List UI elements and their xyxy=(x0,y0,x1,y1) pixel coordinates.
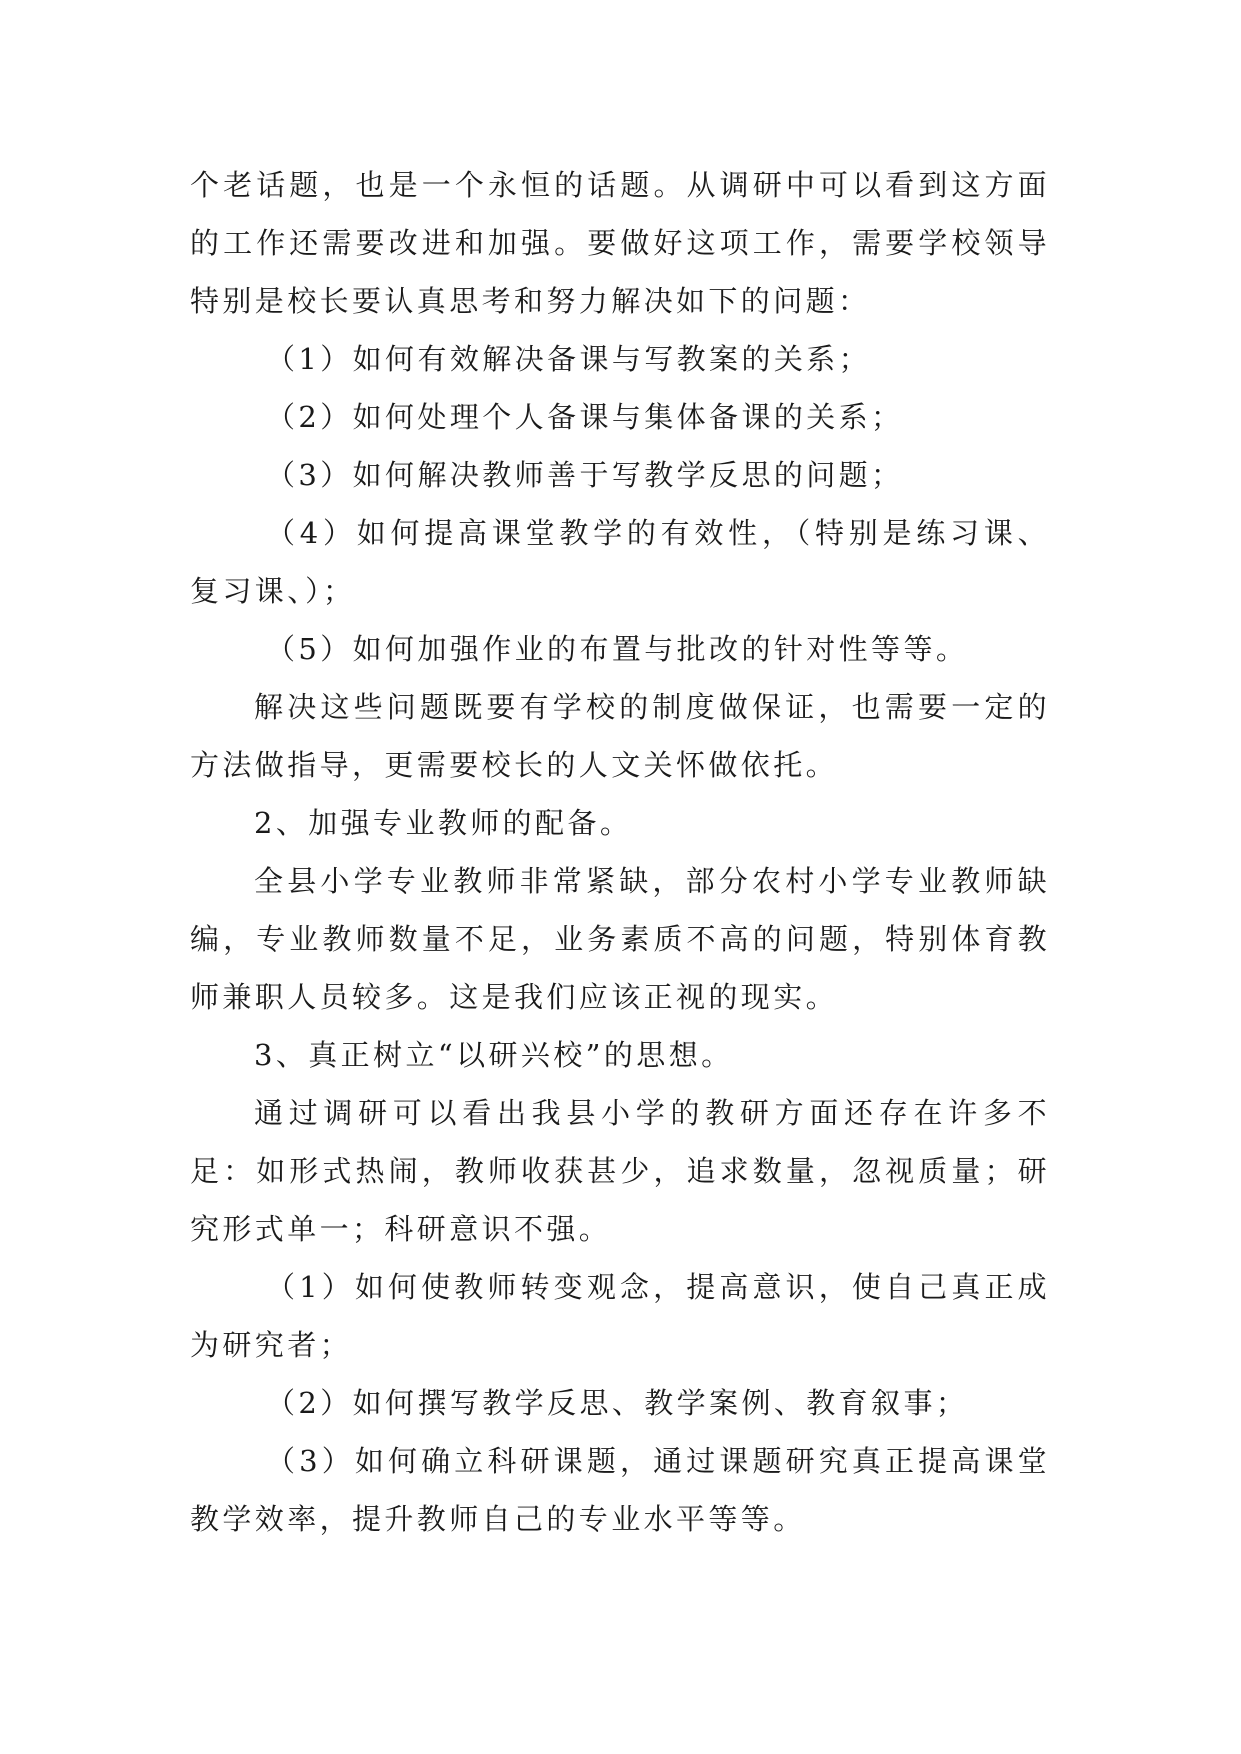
paragraph-teachers: 全县小学专业教师非常紧缺，部分农村小学专业教师缺编，专业教师数量不足，业务素质不高的问题，特别体育教师兼职人员较多。这是我们应该正视的现实。 xyxy=(190,864,1050,1014)
section-heading-3: 3、真正树立“以研兴校”的思想。 xyxy=(254,1038,734,1072)
paragraph-continuation: 个老话题，也是一个永恒的话题。从调研中可以看到这方面的工作还需要改进和加强。要做好这项工作，需要学校领导特别是校长要认真思考和努力解决如下的问题： xyxy=(190,168,1050,318)
list-item-research-3: （3）如何确立科研课题，通过课题研究真正提高课堂教学效率，提升教师自己的专业水平等等。 xyxy=(190,1444,1050,1536)
list-item-research-1: （1）如何使教师转变观念，提高意识，使自己真正成为研究者； xyxy=(190,1270,1050,1362)
document-body xyxy=(190,156,1050,1548)
paragraph-research: 通过调研可以看出我县小学的教研方面还存在许多不足：如形式热闹，教师收获甚少，追求数量，忽视质量；研究形式单一；科研意识不强。 xyxy=(190,1096,1050,1246)
list-item-5: （5）如何加强作业的布置与批改的针对性等等。 xyxy=(266,632,969,666)
list-item-4: （4）如何提高课堂教学的有效性，（特别是练习课、复习课、）； xyxy=(190,516,1050,608)
list-item-2: （2）如何处理个人备课与集体备课的关系； xyxy=(266,400,904,434)
list-item-research-2: （2）如何撰写教学反思、教学案例、教育叙事； xyxy=(266,1386,969,1420)
list-item-1: （1）如何有效解决备课与写教案的关系； xyxy=(266,342,872,376)
list-item-3: （3）如何解决教师善于写教学反思的问题； xyxy=(266,458,904,492)
paragraph-solution: 解决这些问题既要有学校的制度做保证，也需要一定的方法做指导，更需要校长的人文关怀做依托。 xyxy=(190,690,1050,782)
section-heading-2: 2、加强专业教师的配备。 xyxy=(254,806,633,840)
